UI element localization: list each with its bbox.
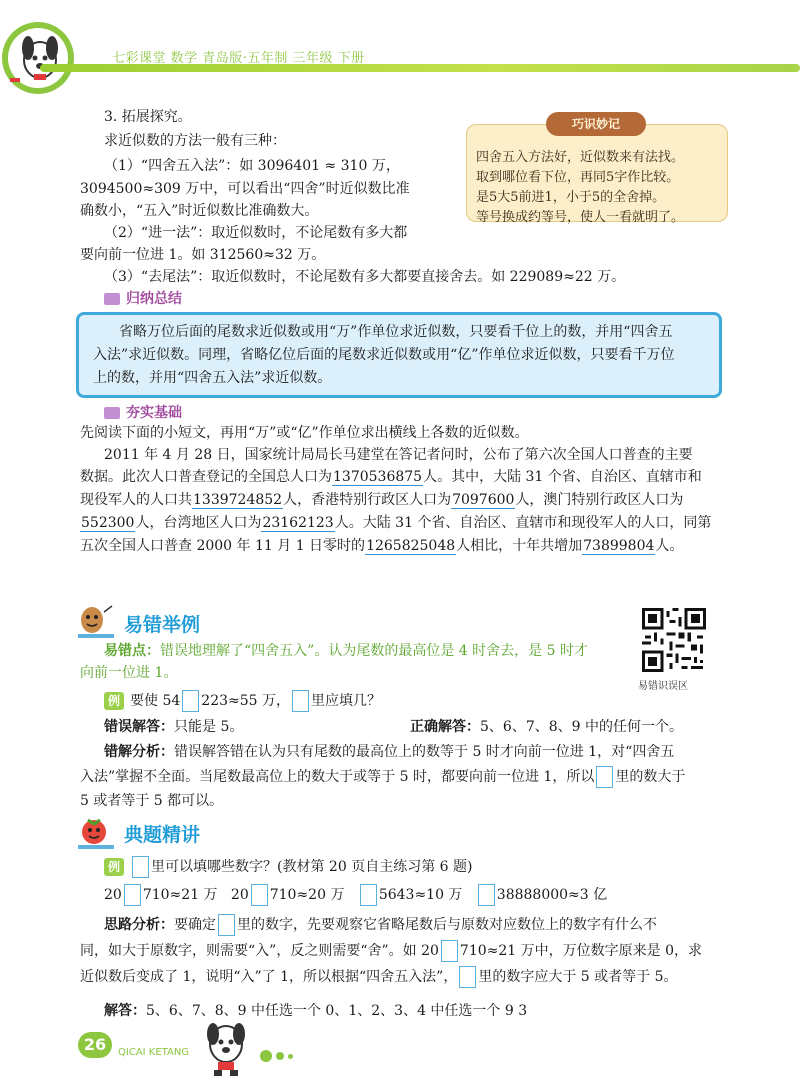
- blank-box: [596, 766, 613, 788]
- blank-box: [124, 884, 141, 906]
- classic-title: 典题精讲: [124, 824, 201, 846]
- error-point-text: 错误地理解了“四舍五入”。认为尾数的最高位是 4 时舍去，是 5 时才: [160, 643, 588, 659]
- dot-icon: [276, 1052, 284, 1060]
- example-text: 223≈55 万，: [201, 693, 290, 709]
- tip-line: 取到哪位看下位，再同5字作比较。: [476, 170, 680, 185]
- answer-label: 解答：: [104, 1003, 146, 1019]
- wrong-answer-text: 只能是 5。: [174, 719, 244, 735]
- answer-text: 5、6、7、8、9 中任选一个 0、1、2、3、4 中任选一个 9 3: [146, 1003, 528, 1019]
- error-point-line1: [104, 640, 588, 662]
- book-icon: [104, 293, 120, 305]
- passage-text: 五次全国人口普查 2000 年 11 月 1 日零时的: [80, 538, 366, 554]
- decorative-dots: [260, 1048, 297, 1064]
- think-line2: [80, 940, 702, 962]
- summary-box: [76, 312, 722, 398]
- underlined-number: 7097600: [452, 492, 515, 508]
- passage-text: 数据。此次人口普查登记的全国总人口为: [80, 469, 332, 485]
- item-text: 20: [104, 887, 122, 903]
- tip-line: 是5大5前进1，小于5的全舍掉。: [476, 190, 666, 205]
- wrong-answer-line: [104, 716, 243, 738]
- example-text: 里应填几？: [311, 693, 381, 709]
- passage-text: 人。其中，大陆 31 个省、自治区、直辖市和: [423, 469, 702, 485]
- footer-brand: QICAI KETANG: [118, 1047, 190, 1058]
- blank-box: [459, 966, 476, 988]
- tip-title: 巧识妙记: [546, 112, 646, 136]
- method3-line1: （3）“去尾法”：取近似数时，不论尾数有多大都要直接舍去。如 229089≈22 万。: [104, 269, 626, 285]
- question-text: 里可以填哪些数字？(教材第 20 页自主练习第 6 题): [151, 859, 473, 875]
- qr-caption: 易错识误区: [638, 681, 688, 692]
- method1-line3: 确数小，“五入”时近似数比准确数大。: [80, 203, 319, 219]
- passage-text: 人，台湾地区人口为: [135, 515, 262, 531]
- analysis-text: 里的数大于: [615, 769, 686, 785]
- page-number: 26: [78, 1032, 112, 1058]
- passage-line3: [80, 489, 683, 511]
- header-title: 七彩课堂 数学 青岛版·五年制 三年级 下册: [112, 51, 365, 66]
- error-point-label: 易错点：: [104, 643, 160, 659]
- dot-icon: [260, 1050, 272, 1062]
- wrong-answer-label: 错误解答：: [104, 719, 174, 735]
- right-answer-text: 5、6、7、8、9 中的任何一个。: [480, 719, 683, 735]
- dot-icon: [288, 1054, 293, 1059]
- think-label: 思路分析：: [104, 917, 174, 933]
- summary-line1: 省略万位后面的尾数求近似数或用“万”作单位求近似数，只要看千位上的数，并用“四舍五: [119, 324, 673, 340]
- blank-box: [360, 884, 377, 906]
- explore-heading: 3. 拓展探究。: [104, 109, 192, 125]
- item-text: 38888000≈3 亿: [496, 887, 608, 903]
- underlined-number: 552300: [81, 515, 135, 531]
- example-badge: 例: [104, 692, 124, 710]
- classic-question: [104, 856, 472, 878]
- think-text: 710≈21 万中，万位数字原来是 0，求: [459, 943, 702, 959]
- method2-line2: 要向前一位进 1。如 312560≈32 万。: [80, 247, 326, 263]
- passage-line5: [80, 535, 683, 557]
- summary-line2: 入法”求近似数。同理，省略亿位后面的尾数求近似数或用“亿”作单位求近似数，只要看千万位: [93, 347, 675, 363]
- tip-line: 四舍五入方法好，近似数来有法找。: [476, 150, 685, 165]
- summary-title: 归纳总结: [126, 291, 182, 307]
- item-text: 20: [230, 887, 249, 903]
- passage-line4: [80, 512, 711, 534]
- passage-line1: 2011 年 4 月 28 日，国家统计局局长马建堂在答记者问时，公布了第六次全国人口普查的主要: [104, 447, 693, 463]
- analysis-line2: [80, 766, 685, 788]
- summary-line3: 上的数，并用“四舍五入法”求近似数。: [93, 370, 332, 386]
- analysis-line3: 5 或者等于 5 都可以。: [80, 793, 224, 809]
- underlined-number: 23162123: [262, 515, 334, 531]
- book-icon: [104, 407, 120, 419]
- mascot-logo-icon: [0, 18, 110, 98]
- error-point-line2: 向前一位进 1。: [80, 665, 178, 681]
- basics-instruction: 先阅读下面的小短文，再用“万”或“亿”作单位求出横线上各数的近似数。: [80, 425, 529, 441]
- underlined-number: 73899804: [583, 538, 655, 554]
- blank-box: [182, 690, 199, 712]
- qr-code-icon: [642, 608, 706, 672]
- right-answer-line: [410, 716, 683, 738]
- item-text: 710≈20 万: [269, 887, 345, 903]
- right-answer-label: 正确解答：: [410, 719, 480, 735]
- blank-box: [292, 690, 309, 712]
- think-line1: [104, 914, 657, 936]
- basics-title: 夯实基础: [126, 405, 182, 421]
- basics-section-header: [104, 402, 182, 422]
- passage-line2: [80, 466, 702, 488]
- think-text: 同，如大于原数字，则需要“入”，反之则需要“舍”。如 20: [80, 943, 439, 959]
- method2-line1: （2）“进一法”：取近似数时，不论尾数有多大都: [104, 225, 408, 241]
- passage-text: 人。: [655, 538, 684, 554]
- classic-items: [104, 884, 607, 906]
- tomato-mascot-icon: [76, 814, 116, 850]
- think-text: 要确定: [174, 917, 216, 933]
- passage-text: 现役军人的人口共: [80, 492, 192, 508]
- item-text: 710≈21 万: [142, 887, 218, 903]
- error-example-line: [104, 690, 381, 712]
- blank-box: [251, 884, 268, 906]
- think-line3: [80, 966, 678, 988]
- passage-text: 人，香港特别行政区人口为: [283, 492, 452, 508]
- analysis-label: 错解分析：: [104, 744, 174, 760]
- analysis-line1: [104, 741, 674, 763]
- potato-mascot-icon: [76, 604, 116, 640]
- answer-line: [104, 1000, 527, 1022]
- method1-line2: 3094500≈309 万中，可以看出“四舍”时近似数比准: [80, 181, 410, 197]
- item-text: 5643≈10 万: [378, 887, 463, 903]
- example-text: 要使 54: [130, 693, 181, 709]
- blank-box: [478, 884, 495, 906]
- underlined-number: 1339724852: [193, 492, 283, 508]
- summary-section-header: [104, 288, 182, 308]
- blank-box: [218, 914, 235, 936]
- passage-text: 人。大陆 31 个省、自治区、直辖市和现役军人的人口，同第: [334, 515, 712, 531]
- example-badge: 例: [104, 858, 124, 876]
- think-text: 里的数字应大于 5 或者等于 5。: [478, 969, 678, 985]
- underlined-number: 1265825048: [366, 538, 456, 554]
- analysis-text: 错误解答错在认为只有尾数的最高位上的数等于 5 时才向前一位进 1，对“四舍五: [174, 744, 675, 760]
- errors-title: 易错举例: [124, 614, 201, 636]
- method1-line1: （1）“四舍五入法”：如 3096401 ≈ 310 万，: [104, 158, 400, 174]
- memory-tip-box: [466, 112, 728, 225]
- think-text: 里的数字，先要观察它省略尾数后与原数对应数位上的数字有什么不: [237, 917, 657, 933]
- explore-intro: 求近似数的方法一般有三种：: [104, 133, 286, 149]
- analysis-text: 入法”掌握不全面。当尾数最高位上的数大于或等于 5 时，都要向前一位进 1，所以: [80, 769, 595, 785]
- underlined-number: 1370536875: [333, 469, 423, 485]
- passage-text: 人相比，十年共增加: [456, 538, 583, 554]
- tip-line: 等号换成约等号，使人一看就明了。: [476, 210, 685, 225]
- think-text: 近似数后变成了 1，说明“入”了 1，所以根据“四舍五入法”，: [80, 969, 458, 985]
- dog-mascot-icon: [196, 1018, 256, 1080]
- blank-box: [132, 856, 149, 878]
- passage-text: 人，澳门特别行政区人口为: [515, 492, 684, 508]
- blank-box: [441, 940, 458, 962]
